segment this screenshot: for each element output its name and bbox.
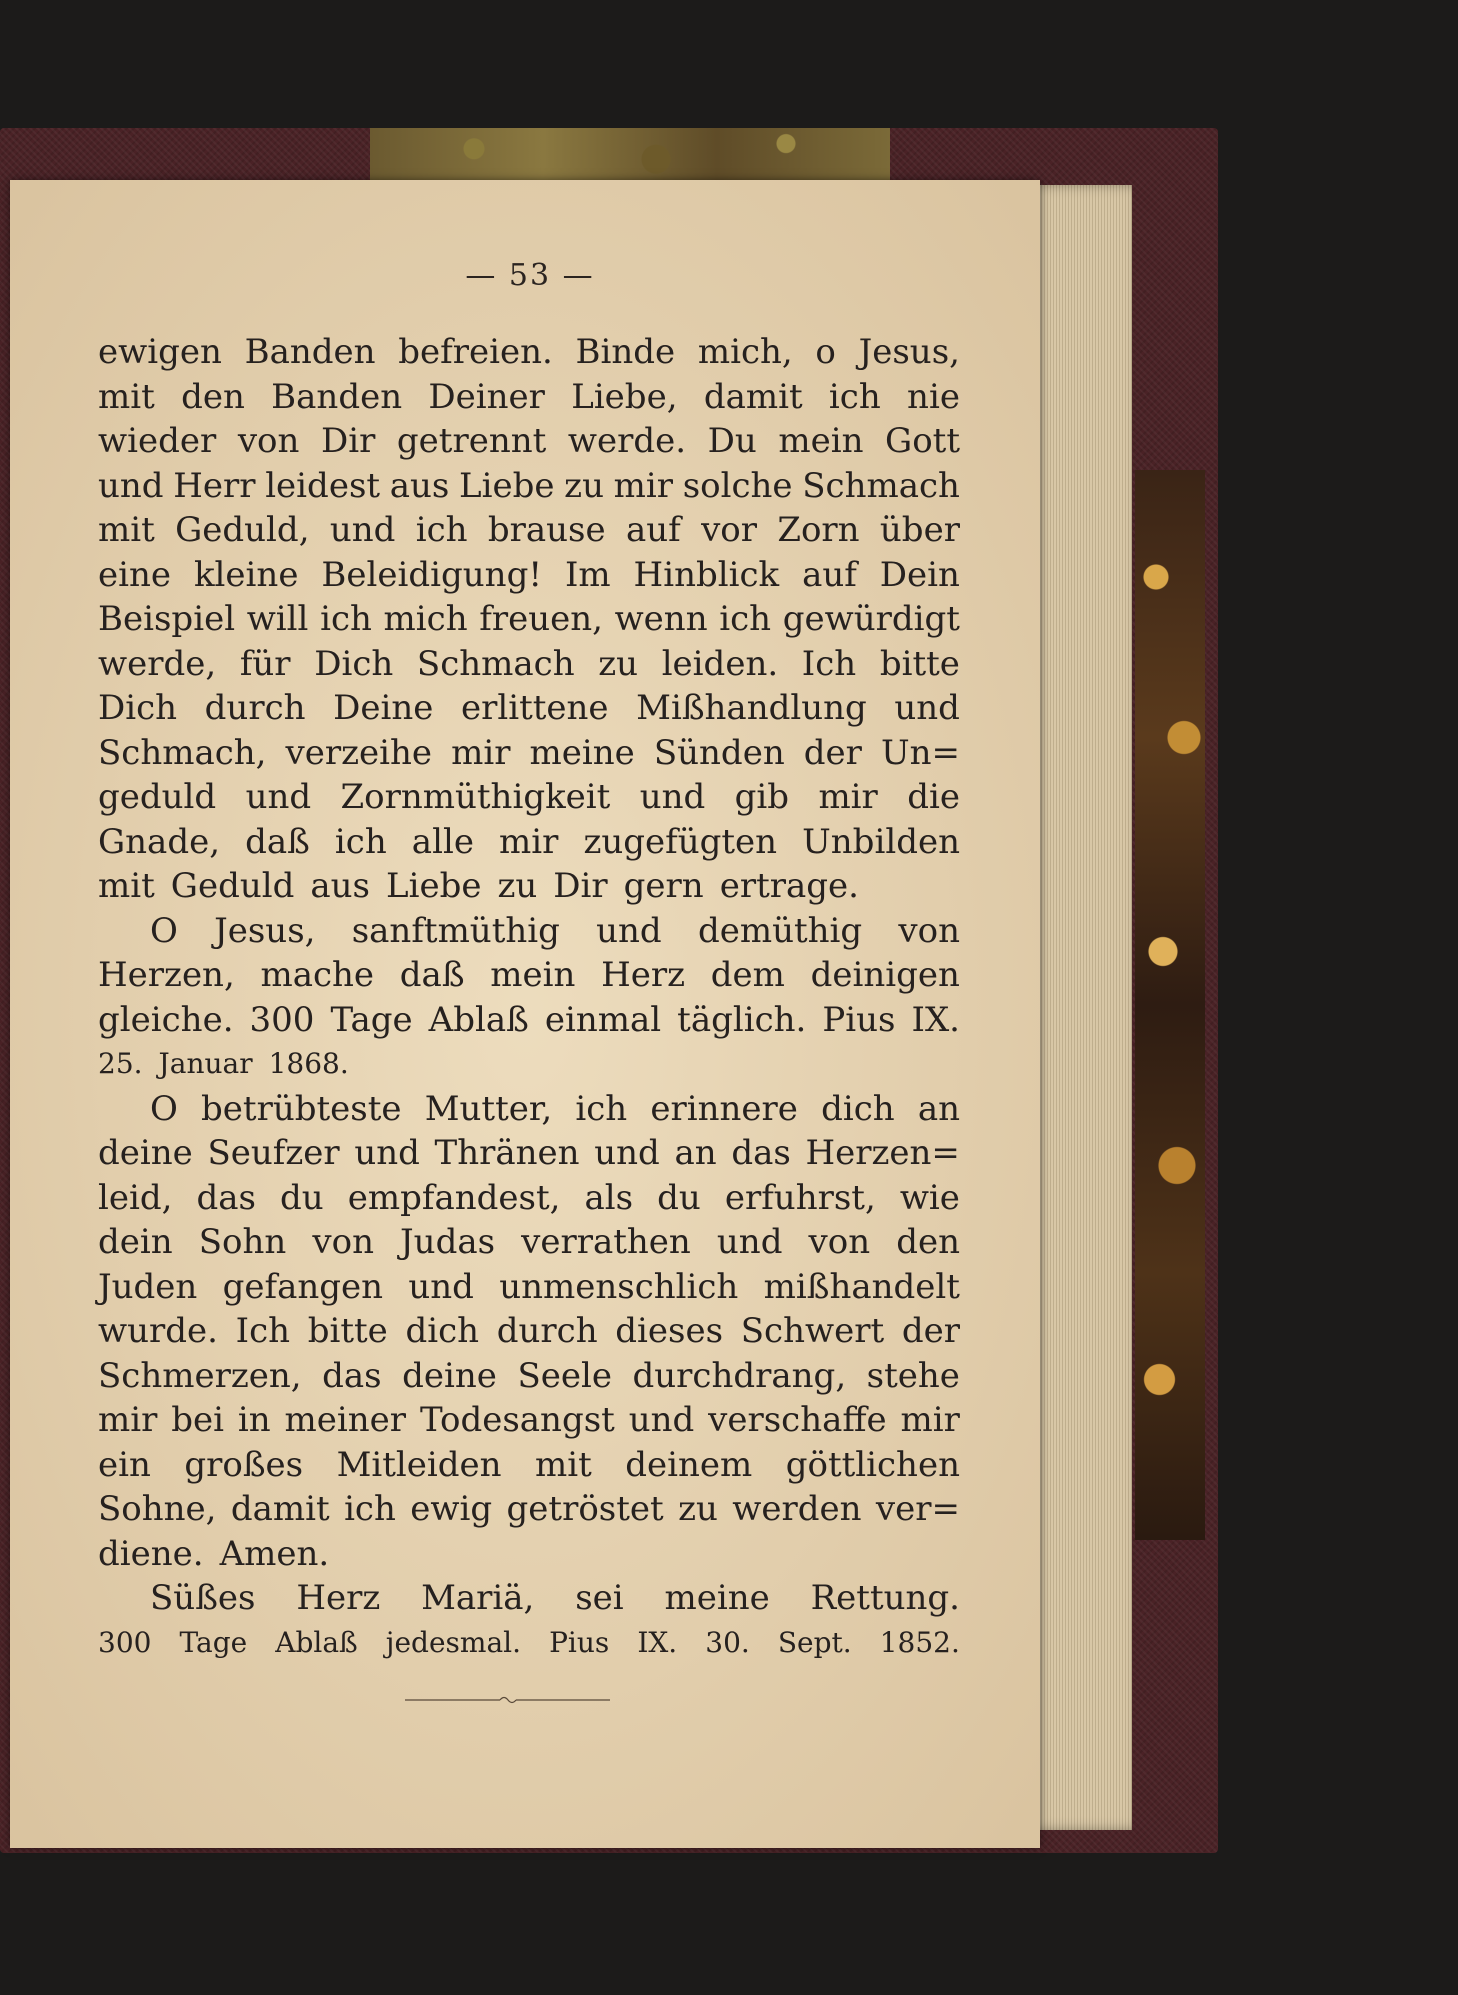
- text-line: [98, 731, 960, 776]
- word: und: [594, 1133, 660, 1173]
- word: mich: [383, 599, 468, 639]
- word: Amen.: [219, 1533, 330, 1574]
- word: mir: [818, 777, 878, 817]
- word: von: [808, 1222, 871, 1262]
- word: getröstet: [506, 1489, 664, 1529]
- word: und: [628, 1400, 695, 1440]
- word: aus: [310, 866, 370, 906]
- text-line: [98, 1576, 960, 1621]
- word: leid,: [98, 1177, 173, 1218]
- word: Geduld,: [175, 510, 310, 550]
- word: meine: [529, 732, 635, 773]
- word: und: [245, 777, 312, 817]
- text-line: [98, 1131, 960, 1176]
- word: werde,: [98, 643, 217, 684]
- text-line: [98, 953, 960, 998]
- word: in: [237, 1400, 271, 1440]
- word: Zornmüthigkeit: [340, 777, 611, 817]
- text-line: [98, 1176, 960, 1221]
- word: an: [917, 1088, 960, 1129]
- text-line: [98, 864, 960, 909]
- word: alle: [411, 821, 474, 862]
- word: mit: [535, 1444, 592, 1485]
- word: Sünden: [653, 732, 785, 773]
- word: getrennt: [396, 421, 547, 461]
- word: Binde: [575, 332, 676, 372]
- word: großes: [184, 1444, 304, 1485]
- word: bitte: [307, 1311, 388, 1351]
- word: Schmach,: [98, 732, 267, 773]
- word: Beispiel: [98, 599, 236, 639]
- word: Tage: [330, 999, 413, 1040]
- word: dein: [98, 1222, 173, 1262]
- word: werde.: [567, 421, 687, 461]
- text-line: [98, 1398, 960, 1443]
- word: gern: [623, 866, 704, 906]
- word: befreien.: [398, 332, 553, 372]
- word: wie: [899, 1177, 960, 1218]
- text-line: [98, 909, 960, 954]
- word: 1868.: [268, 1047, 349, 1080]
- word: täglich.: [677, 999, 807, 1040]
- text-line: [98, 508, 960, 553]
- word: und: [596, 910, 662, 951]
- word: das: [322, 1355, 382, 1396]
- word: das: [196, 1177, 256, 1218]
- word: Herr: [173, 465, 256, 506]
- word: Herz: [601, 955, 686, 995]
- word: Dir: [553, 866, 608, 906]
- word: Pius: [549, 1625, 610, 1659]
- word: unmenschlich: [499, 1266, 739, 1307]
- word: gleiche.: [98, 999, 234, 1040]
- word: ich: [575, 1088, 628, 1129]
- word: Hinblick: [633, 554, 780, 595]
- word: Zorn: [777, 510, 860, 550]
- word: betrübteste: [201, 1088, 402, 1129]
- word: wenn: [614, 599, 708, 639]
- word: Gnade,: [98, 821, 221, 862]
- word: ich: [344, 1489, 396, 1529]
- word: mit: [98, 866, 155, 906]
- word: sanftmüthig: [351, 910, 560, 951]
- word: zu: [678, 1489, 718, 1529]
- word: und: [98, 465, 164, 506]
- word: Ablaß: [428, 999, 529, 1040]
- word: daß: [245, 821, 310, 862]
- word: Todesangst: [419, 1400, 615, 1440]
- text-line: [98, 1621, 960, 1666]
- word: dieses: [615, 1311, 724, 1351]
- word: für: [239, 643, 291, 684]
- text-line: [98, 1220, 960, 1265]
- word: Schwert: [740, 1311, 885, 1351]
- word: ich: [415, 510, 468, 550]
- word: nie: [907, 376, 960, 417]
- word: solche: [682, 465, 793, 506]
- word: dem: [710, 955, 785, 995]
- word: Herzen,: [98, 955, 235, 995]
- word: Mitleiden: [336, 1444, 502, 1485]
- text-line: [98, 686, 960, 731]
- word: mir: [499, 821, 559, 862]
- word: mir: [900, 1400, 960, 1440]
- word: 25.: [98, 1047, 143, 1080]
- word: durch: [204, 688, 306, 728]
- text-line: [98, 1532, 960, 1577]
- word: Un=: [880, 732, 960, 773]
- word: Im: [564, 554, 611, 595]
- word: Unbilden: [802, 821, 960, 862]
- word: Gott: [885, 421, 960, 461]
- word: den: [896, 1222, 960, 1262]
- word: ich: [320, 599, 372, 639]
- word: kleine: [193, 554, 299, 595]
- word: von: [237, 421, 300, 461]
- word: Mißhandlung: [636, 688, 867, 728]
- text-line: [98, 1443, 960, 1488]
- word: Schmerzen,: [98, 1355, 302, 1396]
- word: der: [803, 732, 862, 773]
- word: 300: [98, 1625, 152, 1659]
- word: o: [815, 332, 836, 372]
- marbled-cover-top: [370, 128, 890, 180]
- word: bitte: [879, 643, 960, 684]
- word: ich: [828, 376, 881, 417]
- word: leidest: [265, 465, 381, 506]
- word: diene.: [98, 1533, 204, 1574]
- word: Mutter,: [424, 1088, 553, 1129]
- word: Januar: [158, 1047, 253, 1080]
- word: du: [280, 1177, 324, 1218]
- word: Jesus,: [858, 332, 960, 372]
- word: Dich: [98, 688, 178, 728]
- text-line: [98, 419, 960, 464]
- text-line: [98, 330, 960, 375]
- word: Seele: [517, 1355, 612, 1396]
- word: Tage: [179, 1625, 248, 1659]
- word: Süßes: [150, 1578, 256, 1618]
- word: die: [907, 777, 960, 817]
- word: gefangen: [222, 1266, 384, 1307]
- word: freuen,: [479, 599, 603, 639]
- page-number: — 53 —: [465, 258, 595, 293]
- word: 1852.: [879, 1625, 960, 1659]
- word: Dein: [879, 554, 960, 595]
- word: ertrage.: [719, 866, 859, 906]
- word: damit: [230, 1489, 330, 1529]
- word: damit: [703, 376, 803, 417]
- word: durchdrang,: [632, 1355, 847, 1396]
- word: O: [150, 910, 178, 951]
- word: Seufzer: [207, 1133, 340, 1173]
- word: Ich: [801, 643, 857, 684]
- word: Juden: [98, 1266, 198, 1307]
- word: gib: [734, 777, 790, 817]
- page-edges: [1030, 185, 1132, 1830]
- word: Sohne,: [98, 1489, 217, 1529]
- word: durch: [496, 1311, 598, 1351]
- word: Schmach: [802, 465, 960, 506]
- word: leiden.: [661, 643, 779, 684]
- word: IX.: [911, 999, 960, 1040]
- word: ein: [98, 1444, 151, 1485]
- word: jedesmal.: [385, 1625, 522, 1659]
- word: mir: [613, 465, 674, 506]
- word: Liebe: [386, 866, 482, 906]
- word: einmal: [544, 999, 662, 1040]
- word: Schmach: [416, 643, 575, 684]
- word: und: [329, 510, 396, 550]
- word: mir: [98, 1400, 158, 1440]
- text-line: [98, 998, 960, 1043]
- word: Judas: [400, 1222, 496, 1262]
- word: Dich: [314, 643, 394, 684]
- word: das: [731, 1133, 791, 1173]
- word: deinem: [625, 1444, 753, 1485]
- word: und: [408, 1266, 474, 1307]
- word: Mariä,: [421, 1578, 535, 1618]
- word: Dir: [320, 421, 376, 461]
- word: deine: [402, 1355, 497, 1396]
- word: Herz: [296, 1578, 381, 1618]
- word: und: [354, 1133, 420, 1173]
- word: zu: [497, 866, 538, 906]
- word: auf: [625, 510, 681, 550]
- text-line: [98, 775, 960, 820]
- word: zu: [598, 643, 639, 684]
- word: 30.: [705, 1625, 750, 1659]
- ornament-divider: [405, 1694, 610, 1706]
- word: mich,: [697, 332, 793, 372]
- word: auf: [802, 554, 857, 595]
- word: und: [639, 777, 706, 817]
- word: Banden: [244, 332, 376, 372]
- word: dich: [405, 1311, 480, 1351]
- word: erfuhrst,: [724, 1177, 876, 1218]
- word: und: [716, 1222, 783, 1262]
- text-line: [98, 1309, 960, 1354]
- word: aus: [389, 465, 450, 506]
- word: ich: [719, 599, 772, 639]
- word: wieder: [98, 421, 217, 461]
- word: an: [674, 1133, 717, 1173]
- word: Ablaß: [275, 1625, 358, 1659]
- text-line: [98, 597, 960, 642]
- word: den: [181, 376, 245, 417]
- word: und: [894, 688, 960, 728]
- text-line: [98, 375, 960, 420]
- text-line: [98, 1087, 960, 1132]
- text-line: [98, 820, 960, 865]
- word: empfandest,: [347, 1177, 561, 1218]
- word: Banden: [271, 376, 403, 417]
- word: Sohn: [198, 1222, 287, 1262]
- word: verrathen: [521, 1222, 691, 1262]
- word: ewigen: [98, 332, 222, 372]
- marbled-cover-edge: [1135, 470, 1205, 1540]
- word: ewig: [410, 1489, 493, 1529]
- word: gewürdigt: [782, 599, 960, 639]
- word: Beleidigung!: [321, 554, 542, 595]
- word: Deiner: [428, 376, 545, 417]
- word: Jesus,: [214, 910, 316, 951]
- word: Du: [707, 421, 757, 461]
- text-line: [98, 1354, 960, 1399]
- word: zu: [564, 465, 604, 506]
- word: von: [898, 910, 960, 951]
- word: Deine: [333, 688, 434, 728]
- word: mache: [260, 955, 375, 995]
- word: geduld: [98, 777, 217, 817]
- word: 300: [249, 999, 315, 1040]
- word: als: [584, 1177, 634, 1218]
- word: Ich: [235, 1311, 291, 1351]
- page-text: [98, 330, 960, 1665]
- word: ich: [334, 821, 387, 862]
- word: Thränen: [434, 1133, 580, 1173]
- word: erinnere: [650, 1088, 798, 1129]
- word: erlittene: [460, 688, 609, 728]
- word: bei: [171, 1400, 225, 1440]
- word: will: [246, 599, 309, 639]
- word: wurde.: [98, 1311, 218, 1351]
- word: mein: [490, 955, 576, 995]
- word: stehe: [866, 1355, 960, 1396]
- word: ver=: [875, 1489, 960, 1529]
- text-line: [98, 553, 960, 598]
- word: Rettung.: [810, 1578, 960, 1618]
- word: brause: [487, 510, 606, 550]
- word: Sept.: [777, 1625, 852, 1659]
- word: von: [312, 1222, 374, 1262]
- word: deinigen: [810, 955, 960, 995]
- word: Herzen=: [805, 1133, 960, 1173]
- text-line: [98, 1487, 960, 1532]
- word: du: [657, 1177, 701, 1218]
- word: Liebe,: [571, 376, 678, 417]
- word: deine: [98, 1133, 193, 1173]
- text-line: [98, 1042, 960, 1087]
- text-line: [98, 1265, 960, 1310]
- word: mißhandelt: [763, 1266, 960, 1307]
- word: vor: [701, 510, 757, 550]
- text-line: [98, 464, 960, 509]
- word: O: [150, 1088, 178, 1129]
- word: daß: [399, 955, 465, 995]
- word: Geduld: [170, 866, 295, 906]
- word: Pius: [822, 999, 896, 1040]
- word: IX.: [637, 1625, 678, 1659]
- word: verschaffe: [708, 1400, 887, 1440]
- word: mir: [451, 732, 511, 773]
- word: über: [879, 510, 960, 550]
- word: werden: [732, 1489, 862, 1529]
- word: meiner: [284, 1400, 407, 1440]
- word: der: [901, 1311, 960, 1351]
- text-line: [98, 642, 960, 687]
- word: göttlichen: [785, 1444, 960, 1485]
- word: mit: [98, 510, 155, 550]
- word: dich: [821, 1088, 895, 1129]
- word: eine: [98, 554, 172, 595]
- word: sei: [575, 1578, 624, 1618]
- word: mit: [98, 376, 155, 417]
- word: zugefügten: [583, 821, 778, 862]
- word: meine: [664, 1578, 770, 1618]
- word: demüthig: [697, 910, 863, 951]
- word: mein: [778, 421, 864, 461]
- word: verzeihe: [285, 732, 433, 773]
- word: Liebe: [459, 465, 555, 506]
